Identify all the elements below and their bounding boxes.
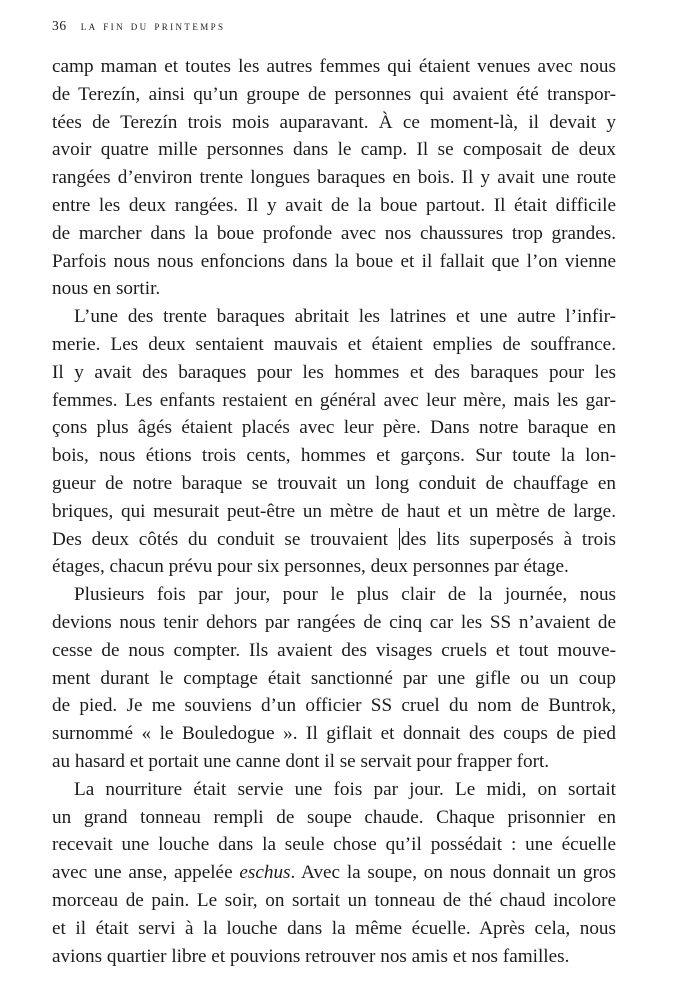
text-line: camp maman et toutes les autres femmes qui étaient venues avec nous	[52, 56, 616, 77]
text-line: bois, nous étions trois cents, hommes et garçons. Sur toute la lon-	[52, 445, 616, 467]
text-line: tées de Terezín trois mois auparavant. À ce moment-là, il devait y	[52, 111, 616, 133]
text-line: de marcher dans la boue profonde avec nos chaussures trop grandes.	[52, 222, 616, 244]
body-text	[52, 53, 616, 970]
text-line: cesse de nous compter. Ils avaient des visages cruels et tout mouve-	[52, 639, 616, 661]
text-line: avoir quatre mille personnes dans le camp. Il se composait de deux	[52, 139, 616, 161]
paragraph	[52, 303, 616, 581]
text-line: La nourriture était servie une fois par jour. Le midi, on sortait	[74, 778, 616, 800]
running-header	[52, 18, 225, 34]
paragraph	[52, 581, 616, 776]
text-line: entre les deux rangées. Il y avait de la boue partout. Il était difficile	[52, 194, 616, 216]
text-line: et il était servi à la louche dans la même écuelle. Après cela, nous	[52, 917, 616, 939]
paragraph	[52, 53, 616, 303]
text-line: Des deux côtés du conduit se trouvaient des lits superposés à trois	[52, 528, 616, 550]
page-number: 36	[52, 18, 67, 33]
running-title: la fin du printemps	[80, 18, 226, 33]
text-line: avions quartier libre et pouvions retrouver nos amis et nos familles.	[52, 945, 570, 967]
text-line: au hasard et portait une canne dont il se servait pour frapper fort.	[52, 750, 550, 772]
text-line: avec une anse, appelée eschus. Avec la soupe, on nous donnait un gros	[52, 862, 616, 884]
text-cursor	[399, 528, 400, 550]
text-line: morceau de pain. Le soir, on sortait un tonneau de thé chaud incolore	[52, 889, 616, 911]
text-line: Il y avait des baraques pour les hommes et des baraques pour les	[52, 361, 616, 383]
text-line: Plusieurs fois par jour, pour le plus clair de la journée, nous	[74, 584, 616, 606]
text-line: briques, qui mesurait peut-être un mètre de haut et un mètre de large.	[52, 500, 616, 522]
text-line: çons plus âgés étaient placés avec leur père. Dans notre baraque en	[52, 417, 616, 439]
text-line: femmes. Les enfants restaient en général avec leur mère, mais les gar-	[52, 389, 616, 411]
paragraph	[52, 776, 616, 971]
text-line: de Terezín, ainsi qu’un groupe de personnes qui avaient été transpor-	[52, 83, 616, 105]
text-line: nous en sortir.	[52, 278, 161, 300]
text-line: Parfois nous nous enfoncions dans la boue et il fallait que l’on vienne	[52, 250, 616, 272]
text-line: merie. Les deux sentaient mauvais et étaient emplies de souffrance.	[52, 333, 616, 355]
text-line: ment durant le comptage était sanctionné par une gifle ou un coup	[52, 667, 616, 689]
text-line: de pied. Je me souviens d’un officier SS cruel du nom de Buntrok,	[52, 695, 616, 717]
text-line: rangées d’environ trente longues baraques en bois. Il y avait une route	[52, 167, 616, 189]
text-line: un grand tonneau rempli de soupe chaude. Chaque prisonnier en	[52, 806, 616, 828]
text-line: étages, chacun prévu pour six personnes, deux personnes par étage.	[52, 556, 569, 578]
text-line: L’une des trente baraques abritait les latrines et une autre l’infir-	[74, 306, 616, 328]
text-line: surnommé « le Bouledogue ». Il giflait et donnait des coups de pied	[52, 723, 616, 745]
text-line: devions nous tenir dehors par rangées de cinq car les SS n’avaient de	[52, 611, 616, 633]
text-line: gueur de notre baraque se trouvait un long conduit de chauffage en	[52, 472, 616, 494]
text-line: recevait une louche dans la seule chose qu’il possédait : une écuelle	[52, 834, 616, 856]
